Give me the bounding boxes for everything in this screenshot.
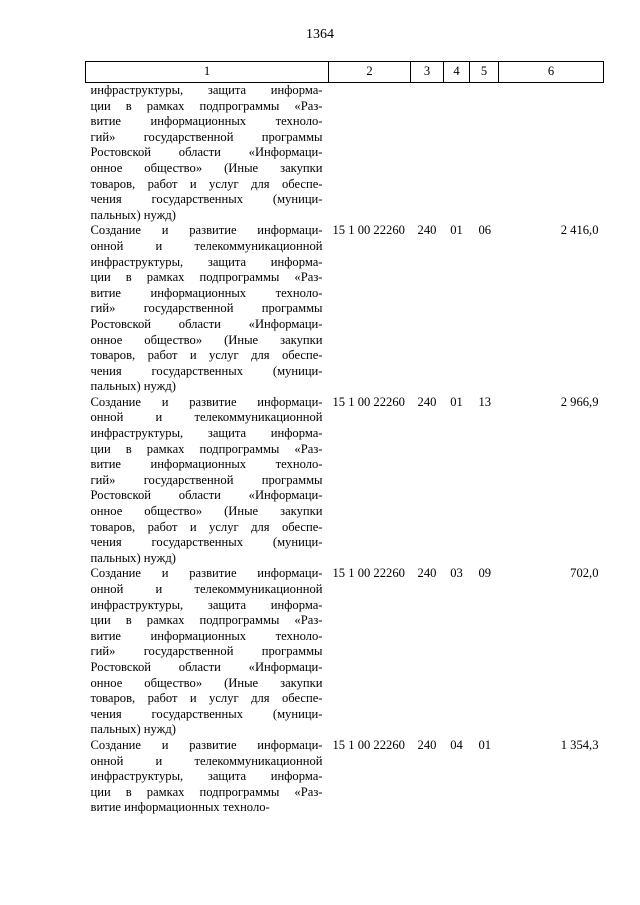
row-description (86, 566, 329, 738)
table-row (86, 223, 604, 395)
amount: 2 966,9 (560, 394, 599, 409)
row-description (86, 83, 329, 224)
section-code: 01 (450, 394, 463, 409)
description-line: чения государственных (муници- (90, 363, 323, 378)
expense-type: 240 (417, 566, 437, 581)
table-row (86, 395, 604, 567)
column-header-3: 3 (411, 62, 444, 83)
expense-type: 240 (417, 394, 437, 409)
expense-type (411, 83, 444, 224)
row-description (86, 395, 329, 567)
table-body (86, 83, 604, 816)
section-code: 03 (450, 566, 463, 581)
description-line: онной и телекоммуникационной (90, 753, 323, 768)
target-article-code: 15 1 00 22260 (332, 566, 405, 581)
amount: 2 416,0 (560, 223, 599, 238)
description-line: онное общество» (Иные закупки (90, 332, 323, 347)
description-line: чения государственных (муници- (90, 706, 323, 721)
budget-table (85, 61, 604, 816)
description-line: гий» государственной программы (90, 644, 323, 659)
description-line: ции в рамках подпрограммы «Раз- (90, 441, 323, 456)
description-line: гий» государственной программы (90, 129, 323, 144)
description-line: онной и телекоммуникационной (90, 582, 323, 596)
description-line: Ростовской области «Информаци- (90, 145, 323, 160)
description-line: товаров, работ и услуг для обеспе- (90, 519, 323, 534)
subsection-code: 01 (478, 737, 492, 752)
row-description (86, 223, 329, 395)
section-code: 04 (450, 737, 463, 752)
description-line: Создание и развитие информаци- (90, 394, 323, 409)
description-line: пальных) нужд) (90, 722, 176, 737)
description-line: онной и телекоммуникационной (90, 410, 323, 425)
description-line: инфраструктуры, защита информа- (90, 769, 323, 784)
target-article-code: 15 1 00 22260 (332, 223, 405, 238)
description-line: витие информационных техноло- (90, 114, 323, 129)
description-line: ции в рамках подпрограммы «Раз- (90, 270, 323, 285)
amount: 702,0 (570, 566, 599, 581)
description-line: инфраструктуры, защита информа- (90, 597, 323, 612)
description-line: гий» государственной программы (90, 301, 323, 316)
column-header-4: 4 (444, 62, 470, 83)
description-line: Ростовской области «Информаци- (90, 488, 323, 503)
description-line: чения государственных (муници- (90, 535, 323, 550)
description-line: ции в рамках подпрограммы «Раз- (90, 784, 323, 799)
description-line: товаров, работ и услуг для обеспе- (90, 176, 323, 191)
amount: 1 354,3 (560, 737, 599, 752)
target-article-code (329, 83, 411, 224)
description-line: Создание и развитие информаци- (90, 566, 323, 581)
description-line: витие информационных техноло- (90, 628, 323, 643)
description-line: ции в рамках подпрограммы «Раз- (90, 613, 323, 628)
column-header-5: 5 (470, 62, 499, 83)
description-line: Создание и развитие информаци- (90, 223, 323, 238)
target-article-code: 15 1 00 22260 (332, 737, 405, 752)
section-code (444, 83, 470, 224)
expense-type: 240 (417, 737, 437, 752)
description-line: чения государственных (муници- (90, 192, 323, 207)
description-line: инфраструктуры, защита информа- (90, 426, 323, 441)
description-line: товаров, работ и услуг для обеспе- (90, 348, 323, 363)
description-line: онной и телекоммуникационной (90, 238, 323, 253)
row-description (86, 738, 329, 816)
description-line: Создание и развитие информаци- (90, 737, 323, 752)
description-line: товаров, работ и услуг для обеспе- (90, 691, 323, 706)
subsection-code: 13 (478, 394, 492, 409)
description-line: витие информационных техноло- (90, 457, 323, 472)
table-row (86, 566, 604, 738)
description-line: инфраструктуры, защита информа- (90, 254, 323, 269)
description-line: Ростовской области «Информаци- (90, 316, 323, 331)
subsection-code: 06 (478, 223, 492, 238)
column-header-2: 2 (329, 62, 411, 83)
description-line: онное общество» (Иные закупки (90, 160, 323, 175)
description-line: онное общество» (Иные закупки (90, 675, 323, 690)
table-row (86, 738, 604, 816)
description-line: Ростовской области «Информаци- (90, 659, 323, 674)
page-number: 1364 (306, 27, 334, 42)
description-line: инфраструктуры, защита информа- (90, 83, 323, 97)
subsection-code (470, 83, 499, 224)
table-row (86, 83, 604, 224)
expense-type: 240 (417, 223, 437, 238)
column-header-1: 1 (86, 62, 329, 83)
description-line: пальных) нужд) (90, 550, 176, 565)
description-line: пальных) нужд) (90, 207, 176, 222)
subsection-code: 09 (478, 566, 492, 581)
description-line: гий» государственной программы (90, 472, 323, 487)
table-header (86, 62, 604, 83)
description-line: ции в рамках подпрограммы «Раз- (90, 98, 323, 113)
column-header-6: 6 (499, 62, 604, 83)
header-row (86, 62, 604, 83)
description-line: витие информационных техноло- (90, 800, 270, 815)
description-line: пальных) нужд) (90, 379, 176, 394)
amount (499, 83, 604, 224)
description-line: витие информационных техноло- (90, 285, 323, 300)
description-line: онное общество» (Иные закупки (90, 504, 323, 519)
section-code: 01 (450, 223, 463, 238)
target-article-code: 15 1 00 22260 (332, 394, 405, 409)
